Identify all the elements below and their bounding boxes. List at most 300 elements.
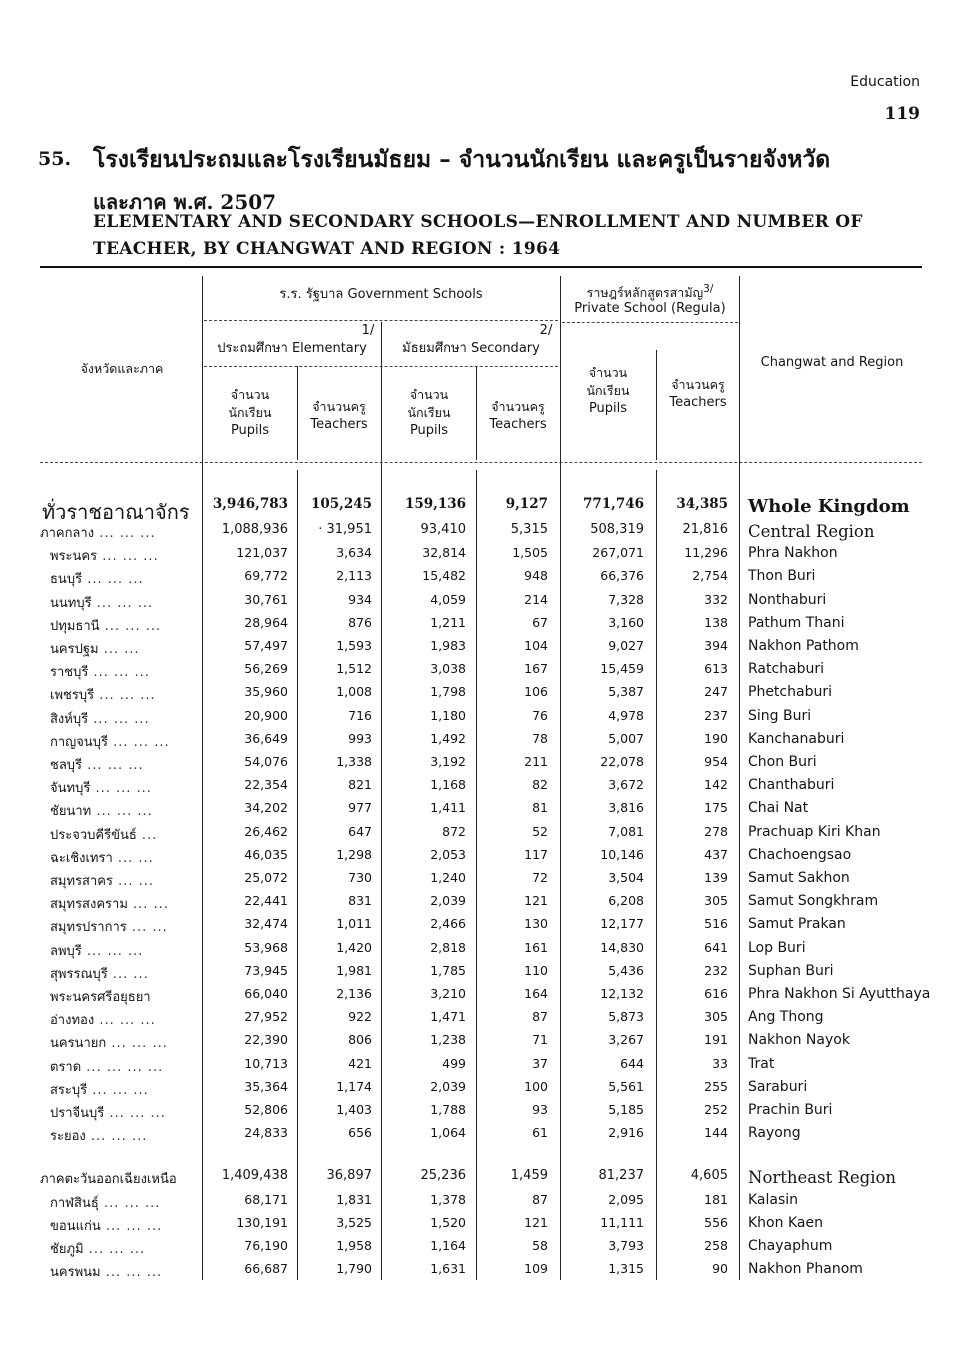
- teachers-elementary-cell: 1,981: [336, 963, 372, 978]
- teachers-secondary-cell: 214: [524, 592, 548, 607]
- pupils-elementary-cell: 32,474: [244, 916, 288, 931]
- changwat-thai-name: ระยอง: [50, 1129, 86, 1144]
- pupils-secondary-cell: 1,180: [430, 708, 466, 723]
- leader-dots: ... ... ...: [100, 1265, 163, 1280]
- teachers-elementary-cell: 1,420: [336, 940, 372, 955]
- pupils-elementary-cell: 121,037: [236, 545, 288, 560]
- teachers-private-cell: 191: [704, 1032, 728, 1047]
- pupils-elementary-cell: 35,960: [244, 684, 288, 699]
- teachers-private-cell: 33: [712, 1056, 728, 1071]
- teachers-elementary-cell: 105,245: [310, 496, 372, 512]
- table-row: [0, 777, 966, 800]
- leader-dots: ... ... ...: [94, 688, 156, 703]
- pupils-elementary-cell: 66,687: [244, 1261, 288, 1276]
- teachers-private-cell: 138: [704, 615, 728, 630]
- changwat-thai-name: สมุทรสงคราม: [50, 897, 128, 912]
- teachers-elementary-cell: 730: [348, 870, 372, 885]
- teachers-secondary-cell: 61: [532, 1125, 548, 1140]
- pupils-secondary-cell: 3,192: [430, 754, 466, 769]
- pupils-private-cell: 6,208: [608, 893, 644, 908]
- changwat-thai-name: ลพบุรี: [50, 944, 82, 959]
- private-header-rule: [562, 322, 738, 323]
- teachers-elementary-cell: 1,403: [336, 1102, 372, 1117]
- teachers-secondary-cell: 104: [524, 638, 548, 653]
- pupils-private-cell: 5,436: [608, 963, 644, 978]
- teachers-private-cell: 556: [704, 1215, 728, 1230]
- changwat-english-cell: Samut Sakhon: [748, 870, 850, 886]
- changwat-english-cell: Lop Buri: [748, 940, 806, 956]
- pupils-secondary-cell: 3,210: [430, 986, 466, 1001]
- pupils-private-cell: 3,672: [608, 777, 644, 792]
- teachers-secondary-cell: 130: [524, 916, 548, 931]
- changwat-thai-name: พระนครศรีอยุธยา: [50, 990, 151, 1005]
- changwat-thai-name: สมุทรปราการ: [50, 920, 127, 935]
- table-row: [0, 1056, 966, 1079]
- changwat-thai-cell: [50, 708, 200, 729]
- changwat-thai-cell: [50, 615, 200, 636]
- pupils-elementary-cell: 66,040: [244, 986, 288, 1001]
- pupils-elementary-cell: 54,076: [244, 754, 288, 769]
- leader-dots: ... ...: [107, 967, 149, 982]
- teachers-private-cell: 255: [704, 1079, 728, 1094]
- pupils-elementary-cell: 53,968: [244, 940, 288, 955]
- teachers-private-cell: 139: [704, 870, 728, 885]
- pupils-secondary-cell: 1,411: [430, 800, 466, 815]
- teachers-secondary-cell: 211: [524, 754, 548, 769]
- teachers-private-cell: 4,605: [690, 1168, 728, 1183]
- teachers-secondary-cell: 82: [532, 777, 548, 792]
- changwat-english-cell: Kalasin: [748, 1192, 799, 1208]
- pupils-private-cell: 12,132: [600, 986, 644, 1001]
- pupils-private-cell: 5,873: [608, 1009, 644, 1024]
- table-row: [0, 661, 966, 684]
- header-teachers-private: จำนวนครู Teachers: [669, 377, 727, 410]
- teachers-elementary-cell: 1,298: [336, 847, 372, 862]
- changwat-english-cell: Chanthaburi: [748, 777, 835, 793]
- pupils-secondary-cell: 1,064: [430, 1125, 466, 1140]
- teachers-elementary-cell: 1,008: [336, 684, 372, 699]
- table-row: [0, 1238, 966, 1261]
- teachers-private-cell: 305: [704, 1009, 728, 1024]
- pupils-private-cell: 2,916: [608, 1125, 644, 1140]
- header-elementary: ประถมศึกษา Elementary: [217, 341, 367, 356]
- teachers-private-cell: 181: [704, 1192, 728, 1207]
- changwat-english-cell: Phra Nakhon: [748, 545, 838, 561]
- teachers-elementary-cell: 1,958: [336, 1238, 372, 1253]
- changwat-thai-name: อ่างทอง: [50, 1013, 95, 1028]
- pupils-secondary-cell: 1,238: [430, 1032, 466, 1047]
- pupils-elementary-cell: 22,441: [244, 893, 288, 908]
- changwat-thai-name: ตราด: [50, 1060, 82, 1075]
- leader-dots: ... ... ...: [87, 1083, 149, 1098]
- private-thai-label: ราษฎร์หลักสูตรสามัญ: [586, 285, 704, 301]
- changwat-thai-cell: [50, 1192, 200, 1213]
- pupils-secondary-cell: 93,410: [420, 522, 466, 537]
- table-row: [0, 870, 966, 893]
- pupils-elementary-cell: 10,713: [244, 1056, 288, 1071]
- footnote-3: 3/: [703, 283, 714, 295]
- changwat-thai-cell: [50, 777, 200, 798]
- pupils-elementary-cell: 26,462: [244, 824, 288, 839]
- pupils-private-cell: 5,387: [608, 684, 644, 699]
- leader-dots: ... ...: [127, 897, 169, 912]
- table-row: [0, 615, 966, 638]
- changwat-thai-cell: [50, 661, 200, 682]
- leader-dots: ... ... ...: [106, 1036, 168, 1051]
- leader-dots: ... ... ...: [82, 572, 144, 587]
- table-row: [0, 1125, 966, 1148]
- changwat-english-cell: Saraburi: [748, 1079, 808, 1095]
- teachers-elementary-cell: 3,525: [336, 1215, 372, 1230]
- changwat-thai-cell: [50, 1261, 200, 1282]
- changwat-thai-cell: [50, 986, 200, 1007]
- changwat-thai-name: นครนายก: [50, 1036, 107, 1051]
- teachers-private-cell: 954: [704, 754, 728, 769]
- teachers-elementary-cell: 2,136: [336, 986, 372, 1001]
- pupils-secondary-cell: 1,520: [430, 1215, 466, 1230]
- pupils-elementary-cell: 73,945: [244, 963, 288, 978]
- pupils-elementary-cell: 22,354: [244, 777, 288, 792]
- teachers-elementary-cell: 876: [348, 615, 372, 630]
- pupils-private-cell: 3,160: [608, 615, 644, 630]
- table-row: [0, 1102, 966, 1125]
- section-label: Education: [850, 74, 920, 90]
- table-row: [0, 1261, 966, 1284]
- table-row: [0, 847, 966, 870]
- changwat-thai-name: นครปฐม: [50, 642, 99, 657]
- changwat-english-cell: Nakhon Pathom: [748, 638, 859, 654]
- table-row: [0, 1168, 966, 1191]
- header-private-english: Private School (Regula): [574, 301, 726, 316]
- leader-dots: ... ... ...: [97, 549, 159, 564]
- changwat-english-cell: Ang Thong: [748, 1009, 824, 1025]
- pupils-secondary-cell: 1,168: [430, 777, 466, 792]
- pupils-elementary-cell: 1,088,936: [221, 522, 288, 537]
- table-row: [0, 638, 966, 661]
- teachers-secondary-cell: 164: [524, 986, 548, 1001]
- teachers-private-cell: 258: [704, 1238, 728, 1253]
- teachers-elementary-cell: 993: [348, 731, 372, 746]
- changwat-thai-name: นครพนม: [50, 1265, 101, 1280]
- changwat-english-cell: Nakhon Nayok: [748, 1032, 850, 1048]
- teachers-private-cell: 305: [704, 893, 728, 908]
- pupils-elementary-cell: 35,364: [244, 1079, 288, 1094]
- teachers-elementary-cell: 1,593: [336, 638, 372, 653]
- pupils-private-cell: 644: [620, 1056, 644, 1071]
- changwat-english-cell: Kanchanaburi: [748, 731, 845, 747]
- pupils-private-cell: 267,071: [592, 545, 644, 560]
- pupils-elementary-cell: 1,409,438: [221, 1168, 288, 1183]
- pupils-private-cell: 10,146: [600, 847, 644, 862]
- pupils-elementary-cell: 3,946,783: [212, 496, 288, 512]
- leader-dots: ... ... ...: [91, 596, 154, 611]
- pupils-elementary-cell: 25,072: [244, 870, 288, 885]
- teachers-private-cell: 437: [704, 847, 728, 862]
- header-pupils-secondary: จำนวน นักเรียน Pupils: [407, 387, 451, 438]
- teachers-elementary-cell: · 31,951: [318, 522, 372, 537]
- pupils-private-cell: 22,078: [600, 754, 644, 769]
- footnote-1: 1/: [361, 323, 375, 338]
- changwat-english-cell: Central Region: [748, 522, 875, 541]
- changwat-thai-cell: [50, 1238, 200, 1259]
- changwat-thai-cell: [50, 1079, 200, 1100]
- teachers-secondary-cell: 100: [524, 1079, 548, 1094]
- changwat-english-cell: Whole Kingdom: [748, 496, 910, 517]
- pupils-private-cell: 81,237: [598, 1168, 644, 1183]
- changwat-thai-name: ราชบุรี: [50, 665, 89, 680]
- pupils-elementary-cell: 68,171: [244, 1192, 288, 1207]
- table-row: [0, 754, 966, 777]
- pupils-private-cell: 508,319: [590, 522, 644, 537]
- teachers-secondary-cell: 106: [524, 684, 548, 699]
- pupils-secondary-cell: 1,631: [430, 1261, 466, 1276]
- leader-dots: ... ... ...: [81, 944, 144, 959]
- pupils-secondary-cell: 1,798: [430, 684, 466, 699]
- pupils-secondary-cell: 15,482: [422, 568, 466, 583]
- table-row: [0, 684, 966, 707]
- pupils-secondary-cell: 499: [442, 1056, 466, 1071]
- pupils-private-cell: 3,793: [608, 1238, 644, 1253]
- pupils-private-cell: 14,830: [600, 940, 644, 955]
- changwat-english-cell: Nonthaburi: [748, 592, 827, 608]
- pupils-elementary-cell: 130,191: [236, 1215, 288, 1230]
- pupils-secondary-cell: 4,059: [430, 592, 466, 607]
- pupils-elementary-cell: 76,190: [244, 1238, 288, 1253]
- title-english-line1: ELEMENTARY AND SECONDARY SCHOOLS—ENROLLMENT AND NUMBER OF: [93, 212, 863, 232]
- teachers-secondary-cell: 81: [532, 800, 548, 815]
- pupils-private-cell: 15,459: [600, 661, 644, 676]
- leader-dots: ... ... ...: [88, 712, 150, 727]
- changwat-thai-cell: [50, 893, 200, 914]
- changwat-thai-cell: [50, 824, 200, 845]
- table-row: [0, 824, 966, 847]
- table-row: [0, 893, 966, 916]
- pupils-secondary-cell: 2,466: [430, 916, 466, 931]
- teachers-secondary-cell: 1,459: [510, 1168, 548, 1183]
- changwat-english-cell: Prachuap Kiri Khan: [748, 824, 881, 840]
- table-top-rule: [40, 266, 922, 268]
- changwat-english-cell: Phetchaburi: [748, 684, 832, 700]
- teachers-private-cell: 144: [704, 1125, 728, 1140]
- teachers-private-cell: 516: [704, 916, 728, 931]
- pupils-secondary-cell: 1,492: [430, 731, 466, 746]
- pupils-secondary-cell: 1,164: [430, 1238, 466, 1253]
- pupils-secondary-cell: 1,788: [430, 1102, 466, 1117]
- changwat-thai-cell: [50, 568, 200, 589]
- table-number: 55.: [38, 148, 72, 170]
- footnote-2: 2/: [539, 323, 553, 338]
- pupils-elementary-cell: 30,761: [244, 592, 288, 607]
- pupils-private-cell: 9,027: [608, 638, 644, 653]
- leader-dots: ... ... ...: [83, 1242, 146, 1257]
- pupils-private-cell: 12,177: [600, 916, 644, 931]
- teachers-secondary-cell: 67: [532, 615, 548, 630]
- pupils-private-cell: 7,328: [608, 592, 644, 607]
- changwat-thai-cell: [50, 1009, 200, 1030]
- changwat-english-cell: Prachin Buri: [748, 1102, 833, 1118]
- table-row: [0, 731, 966, 754]
- changwat-english-cell: Samut Prakan: [748, 916, 846, 932]
- teachers-private-cell: 34,385: [676, 496, 728, 512]
- changwat-english-cell: Samut Songkhram: [748, 893, 879, 909]
- header-teachers-secondary: จำนวนครู Teachers: [489, 399, 547, 432]
- pupils-private-cell: 5,185: [608, 1102, 644, 1117]
- changwat-thai-cell: [50, 684, 200, 705]
- changwat-thai-name: กาฬสินธุ์: [50, 1196, 99, 1211]
- teachers-secondary-cell: 5,315: [510, 522, 548, 537]
- changwat-english-cell: Rayong: [748, 1125, 801, 1141]
- teachers-elementary-cell: 1,338: [336, 754, 372, 769]
- leader-dots: ... ... ...: [104, 1106, 166, 1121]
- changwat-english-cell: Phra Nakhon Si Ayutthaya: [748, 986, 931, 1002]
- teachers-secondary-cell: 161: [524, 940, 548, 955]
- teachers-secondary-cell: 78: [532, 731, 548, 746]
- teachers-private-cell: 90: [712, 1261, 728, 1276]
- pupils-elementary-cell: 36,649: [244, 731, 288, 746]
- teachers-elementary-cell: 2,113: [336, 568, 372, 583]
- teachers-elementary-cell: 647: [348, 824, 372, 839]
- changwat-thai-cell: [50, 916, 200, 937]
- teachers-private-cell: 394: [704, 638, 728, 653]
- pupils-secondary-cell: 1,785: [430, 963, 466, 978]
- teachers-secondary-cell: 9,127: [505, 496, 548, 512]
- teachers-elementary-cell: 821: [348, 777, 372, 792]
- pupils-private-cell: 3,267: [608, 1032, 644, 1047]
- table-row: [0, 963, 966, 986]
- changwat-thai-name: สมุทรสาคร: [50, 874, 113, 889]
- pupils-elementary-cell: 28,964: [244, 615, 288, 630]
- teachers-elementary-cell: 977: [348, 800, 372, 815]
- teachers-secondary-cell: 87: [532, 1192, 548, 1207]
- page-number: 119: [884, 104, 920, 124]
- leader-dots: ... ... ... ...: [81, 1060, 164, 1075]
- changwat-thai-name: พระนคร: [50, 549, 98, 564]
- table-row: [0, 916, 966, 939]
- changwat-thai-name: สระบุรี: [50, 1083, 88, 1098]
- pupils-private-cell: 11,111: [600, 1215, 644, 1230]
- teachers-elementary-cell: 1,790: [336, 1261, 372, 1276]
- changwat-thai-name: นนทบุรี: [50, 596, 92, 611]
- changwat-thai-cell: [50, 754, 200, 775]
- pupils-elementary-cell: 20,900: [244, 708, 288, 723]
- teachers-secondary-cell: 948: [524, 568, 548, 583]
- changwat-thai-cell: [50, 545, 200, 566]
- leader-dots: ... ... ...: [85, 1129, 148, 1144]
- header-changwat-thai: จังหวัดและภาค: [80, 361, 164, 376]
- teachers-secondary-cell: 76: [532, 708, 548, 723]
- leader-dots: ... ...: [98, 642, 140, 657]
- teachers-secondary-cell: 121: [524, 893, 548, 908]
- changwat-thai-name: เพชรบุรี: [50, 688, 95, 703]
- teachers-secondary-cell: 37: [532, 1056, 548, 1071]
- title-thai-line2: และภาค พ.ศ. 2507: [93, 190, 277, 214]
- teachers-private-cell: 175: [704, 800, 728, 815]
- changwat-thai-name: ชัยภูมิ: [50, 1242, 84, 1257]
- teachers-elementary-cell: 934: [348, 592, 372, 607]
- table-row: [0, 708, 966, 731]
- header-teachers-elementary: จำนวนครู Teachers: [310, 399, 368, 432]
- pupils-elementary-cell: 46,035: [244, 847, 288, 862]
- title-thai-line1: โรงเรียนประถมและโรงเรียนมัธยม – จำนวนนักเรียน และครูเป็นรายจังหวัด: [93, 146, 831, 173]
- changwat-thai-name: ภาคกลาง: [40, 526, 95, 541]
- leader-dots: ... ... ...: [98, 1196, 161, 1211]
- changwat-english-cell: Khon Kaen: [748, 1215, 823, 1231]
- changwat-thai-name: ธนบุรี: [50, 572, 83, 587]
- pupils-private-cell: 1,315: [608, 1261, 644, 1276]
- pupils-private-cell: 5,007: [608, 731, 644, 746]
- pupils-private-cell: 771,746: [582, 496, 644, 512]
- teachers-secondary-cell: 110: [524, 963, 548, 978]
- leader-dots: ... ... ...: [91, 804, 153, 819]
- pupils-private-cell: 3,816: [608, 800, 644, 815]
- pupils-secondary-cell: 872: [442, 824, 466, 839]
- teachers-private-cell: 613: [704, 661, 728, 676]
- teachers-secondary-cell: 58: [532, 1238, 548, 1253]
- changwat-english-cell: Nakhon Phanom: [748, 1261, 863, 1277]
- teachers-elementary-cell: 1,512: [336, 661, 372, 676]
- pupils-elementary-cell: 52,806: [244, 1102, 288, 1117]
- pupils-secondary-cell: 32,814: [422, 545, 466, 560]
- changwat-english-cell: Chai Nat: [748, 800, 809, 816]
- changwat-thai-cell: [50, 1102, 200, 1123]
- teachers-private-cell: 332: [704, 592, 728, 607]
- changwat-thai-cell: [50, 847, 200, 868]
- pupils-secondary-cell: 1,983: [430, 638, 466, 653]
- changwat-thai-name: ปราจีนบุรี: [50, 1106, 105, 1121]
- teachers-secondary-cell: 72: [532, 870, 548, 885]
- header-changwat-english: Changwat and Region: [760, 355, 904, 370]
- header-pupils-private: จำนวน นักเรียน Pupils: [586, 365, 630, 416]
- teachers-secondary-cell: 87: [532, 1009, 548, 1024]
- changwat-thai-cell: [50, 963, 200, 984]
- changwat-thai-cell: [50, 870, 200, 891]
- teachers-private-cell: 232: [704, 963, 728, 978]
- changwat-thai-cell: [50, 1056, 200, 1077]
- pupils-private-cell: 2,095: [608, 1192, 644, 1207]
- changwat-english-cell: Chon Buri: [748, 754, 817, 770]
- changwat-thai-name: จันทบุรี: [50, 781, 91, 796]
- header-government-schools: ร.ร. รัฐบาล Government Schools: [279, 287, 483, 302]
- leader-dots: ... ... ...: [88, 665, 150, 680]
- pupils-secondary-cell: 2,818: [430, 940, 466, 955]
- table-row: [0, 568, 966, 591]
- teachers-elementary-cell: 831: [348, 893, 372, 908]
- teachers-private-cell: 278: [704, 824, 728, 839]
- pupils-secondary-cell: 2,039: [430, 1079, 466, 1094]
- teachers-elementary-cell: 1,174: [336, 1079, 372, 1094]
- changwat-thai-cell: [50, 1215, 200, 1236]
- changwat-thai-cell: [50, 800, 200, 821]
- pupils-secondary-cell: 1,211: [430, 615, 466, 630]
- teachers-secondary-cell: 109: [524, 1261, 548, 1276]
- changwat-english-cell: Pathum Thani: [748, 615, 845, 631]
- table-row: [0, 1009, 966, 1032]
- pupils-secondary-cell: 1,240: [430, 870, 466, 885]
- changwat-thai-cell: [50, 592, 200, 613]
- teachers-elementary-cell: 1,011: [336, 916, 372, 931]
- changwat-english-cell: Sing Buri: [748, 708, 812, 724]
- teachers-secondary-cell: 121: [524, 1215, 548, 1230]
- teachers-secondary-cell: 71: [532, 1032, 548, 1047]
- teachers-elementary-cell: 421: [348, 1056, 372, 1071]
- changwat-english-cell: Thon Buri: [748, 568, 816, 584]
- pupils-secondary-cell: 3,038: [430, 661, 466, 676]
- pupils-secondary-cell: 1,378: [430, 1192, 466, 1207]
- changwat-thai-name: ภาคตะวันออกเฉียงเหนือ: [40, 1172, 177, 1187]
- changwat-thai-cell: [50, 940, 200, 961]
- table-row: [0, 940, 966, 963]
- teachers-secondary-cell: 52: [532, 824, 548, 839]
